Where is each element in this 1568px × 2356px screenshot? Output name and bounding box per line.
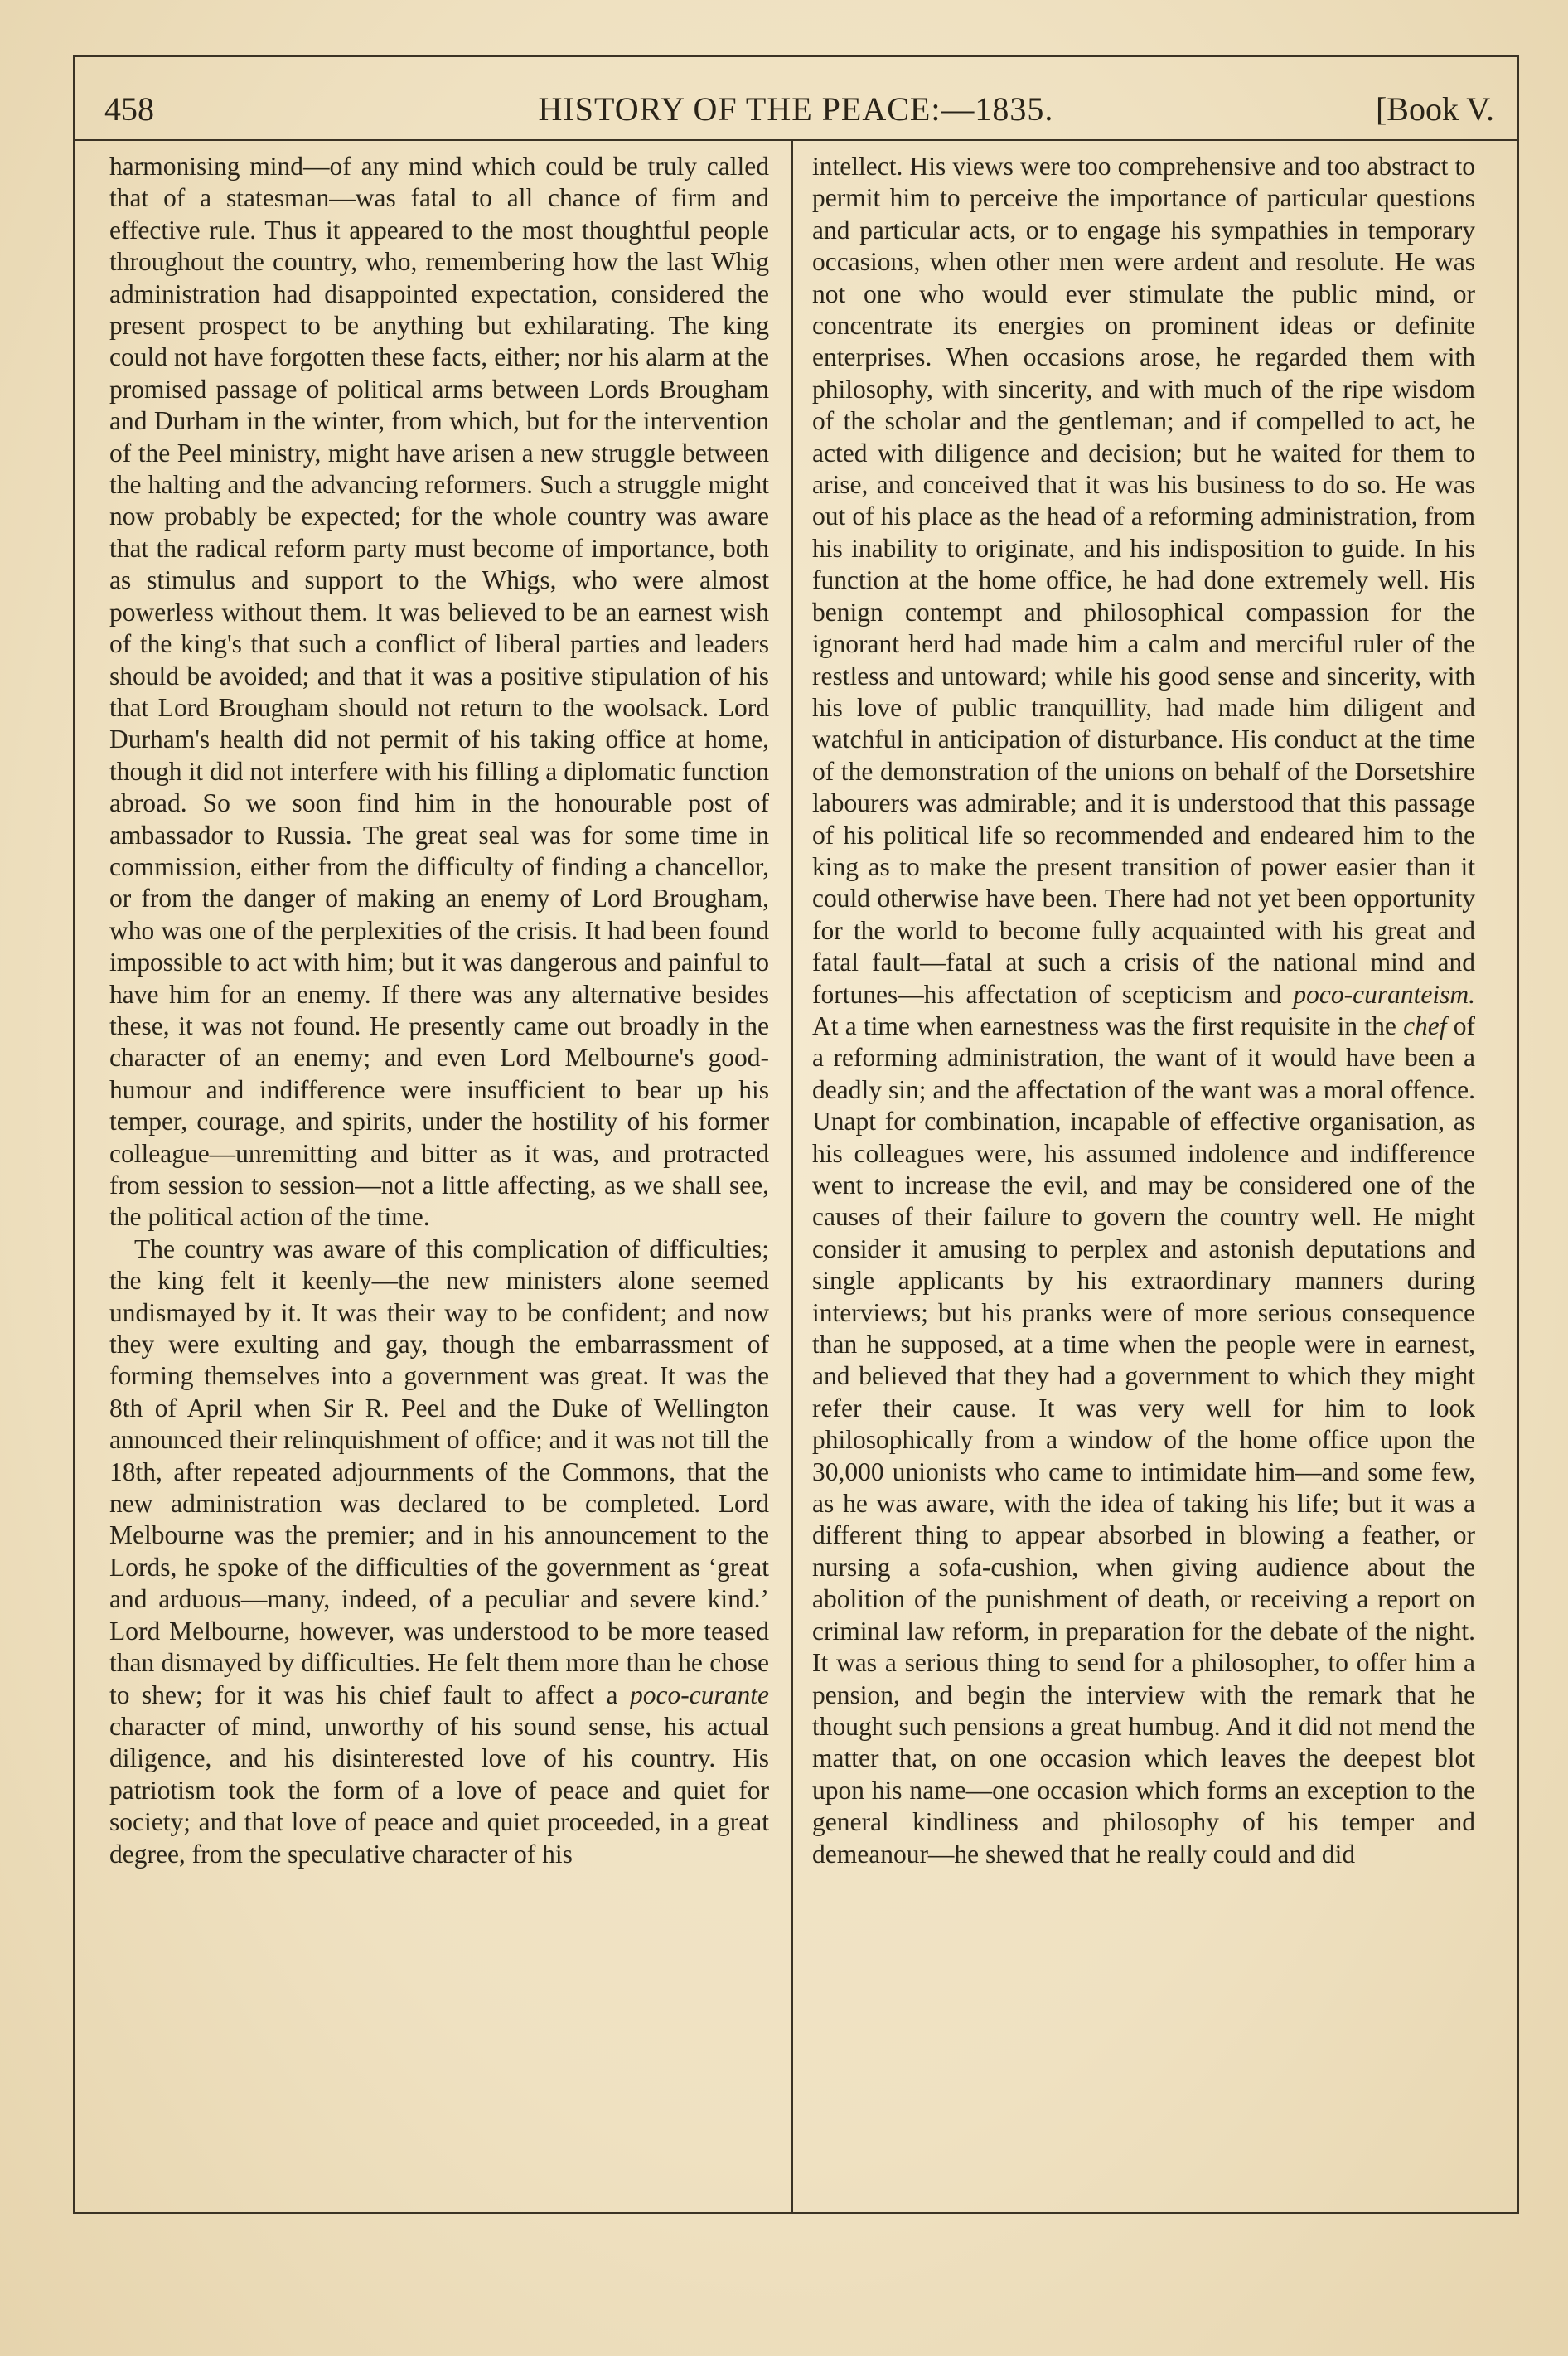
running-header (73, 81, 1519, 139)
paragraph-continued (812, 151, 1475, 1870)
top-rule (73, 55, 1519, 57)
text-run: intellect. His views were too comprehensive and too abstract to permit him to perceive the importance of particular questions and particular acts, or to engage his sympathies in temporary occasions, when other men were ardent and resolute. He was not one who would ever stimulate the public mind, or concentrate its energies on prominent ideas or definite enterprises. When occasions arose, he regarded them with philosophy, with sincerity, and with much of the ripe wisdom of the scholar and the gentleman; and if compelled to act, he acted with diligence and decision; but he waited for them to arise, and conceived that it was his business to do so. He was out of his place as the head of a reforming administration, from his inability to originate, and his indisposition to guide. In his function at the home office, he had done extremely well. His benign contempt and philosophical compassion for the ignorant herd had made him a calm and merciful ruler of the restless and untoward; while his good sense and sincerity, with his love of public tranquillity, had made him diligent and watchful in anticipation of disturbance. His conduct at the time of the demonstration of the unions on behalf of the Dorsetshire labourers was admirable; and it is understood that this passage of his political life so recommended and endeared him to the king as to make the present transition of power easier than it could otherwise have been. There had not yet been opportunity for the world to become fully acquainted with his great and fatal fault—fatal at such a crisis of the national mind and fortunes—his affectation of scepticism and (812, 152, 1475, 1009)
paragraph-continued: harmonising mind—of any mind which could be truly called that of a statesman—was fatal to all chance of firm and effective rule. Thus it appeared to the most thoughtful people throughout the country, who, remembering how the last Whig administration had disappointed expectation, considered the present prospect to be anything but exhilarating. The king could not have forgotten these facts, either; nor his alarm at the promised passage of political arms between Lords Brougham and Durham in the winter, from which, but for the intervention of the Peel ministry, might have arisen a new struggle between the halting and the advancing reformers. Such a struggle might now probably be expected; for the whole country was aware that the radical reform party must become of importance, both as stimulus and support to the Whigs, who were almost powerless without them. It was believed to be an earnest wish of the king's that such a conflict of liberal parties and leaders should be avoided; and that it was a positive stipulation of his that Lord Brougham should not return to the woolsack. Lord Durham's health did not permit of his taking office at home, though it did not interfere with his filling a diplomatic function abroad. So we soon find him in the honourable post of ambassador to Russia. The great seal was for some time in commission, either from the difficulty of finding a chancellor, or from the danger of making an enemy of Lord Brougham, who was one of the perplexities of the crisis. It had been found impossible to act with him; but it was dangerous and painful to have him for an enemy. If there was any alternative besides these, it was not found. He presently came out broadly in the character of an enemy; and even Lord Melbourne's good-humour and indifference were insufficient to bear up his temper, courage, and spirits, under the hostility of his former colleague—unremitting and bitter as it was, and protracted from session to session—not a little affecting, as we shall see, the political action of the time. (109, 152, 769, 1232)
paragraph (109, 1234, 769, 1870)
text-run: The country was aware of this complication of difficulties; the king felt it keenly—the new ministers alone seemed undismayed by it. It was their way to be confident; and now they were exulting and gay, though the embarrassment of forming themselves into a government was great. It was the 8th of April when Sir R. Peel and the Duke of Wellington announced their relinquishment of office; and it was not till the 18th, after repeated adjournments of the Commons, that the new administration was declared to be completed. Lord Melbourne was the premier; and in his announcement to the Lords, he spoke of the difficulties of the government as ‘great and arduous—many, indeed, of a peculiar and severe kind.’ Lord Melbourne, however, was understood to be more teased than dismayed by difficulties. He felt them more than he chose to shew; for it was his chief fault to affect a (109, 1234, 769, 1709)
column-divider (791, 141, 793, 2213)
italic-term: chef (1403, 1011, 1447, 1040)
text-run: At a time when earnestness was the first requisite in the (812, 1011, 1396, 1040)
italic-term: poco-curanteism. (1293, 979, 1475, 1009)
left-column (109, 151, 769, 2207)
right-column (812, 151, 1475, 2207)
text-run: of a reforming administration, the want of it would have been a deadly sin; and the affectation of the want was a moral offence. Unapt for combination, incapable of effective organisation, as his colleagues were, his assumed indolence and indifference went to increase the evil, and may be considered one of the causes of their failure to govern the country well. He might consider it amusing to perplex and astonish deputations and single applicants by his extraordinary manners during interviews; but his pranks were of more serious consequence than he supposed, at a time when the people were in earnest, and believed that they had a government to which they might refer their cause. It was very well for him to look philosophically from a window of the home office upon the 30,000 unionists who came to intimidate him—and some few, as he was aware, with the idea of taking his life; but it was a different thing to appear absorbed in blowing a feather, or nursing a sofa-cushion, when giving audience about the abolition of the punishment of death, or receiving a report on criminal law reform, in preparation for the debate of the night. It was a serious thing to send for a philosopher, to offer him a pension, and begin the interview with the remark that he thought such pensions a great humbug. And it did not mend the matter that, on one occasion which leaves the deepest blot upon his name—one occasion which forms an exception to the general kindliness and philosophy of his temper and demeanour—he shewed that he really could and did (812, 1011, 1475, 1869)
italic-term: poco-curante (630, 1680, 769, 1709)
frame-right-rule (1517, 55, 1519, 2213)
page-number: 458 (104, 90, 154, 128)
header-rule (73, 139, 1519, 141)
running-title: HISTORY OF THE PEACE:—1835. (538, 90, 1054, 128)
bottom-rule (73, 2212, 1519, 2214)
text-run: character of mind, unworthy of his sound sense, his actual diligence, and his disinterested love of his country. His patriotism took the form of a love of peace and quiet for society; and that love of peace and quiet proceeded, in a great degree, from the speculative character of his (109, 1711, 769, 1869)
book-label: [Book V. (1375, 90, 1494, 128)
frame-left-rule (73, 55, 75, 2213)
